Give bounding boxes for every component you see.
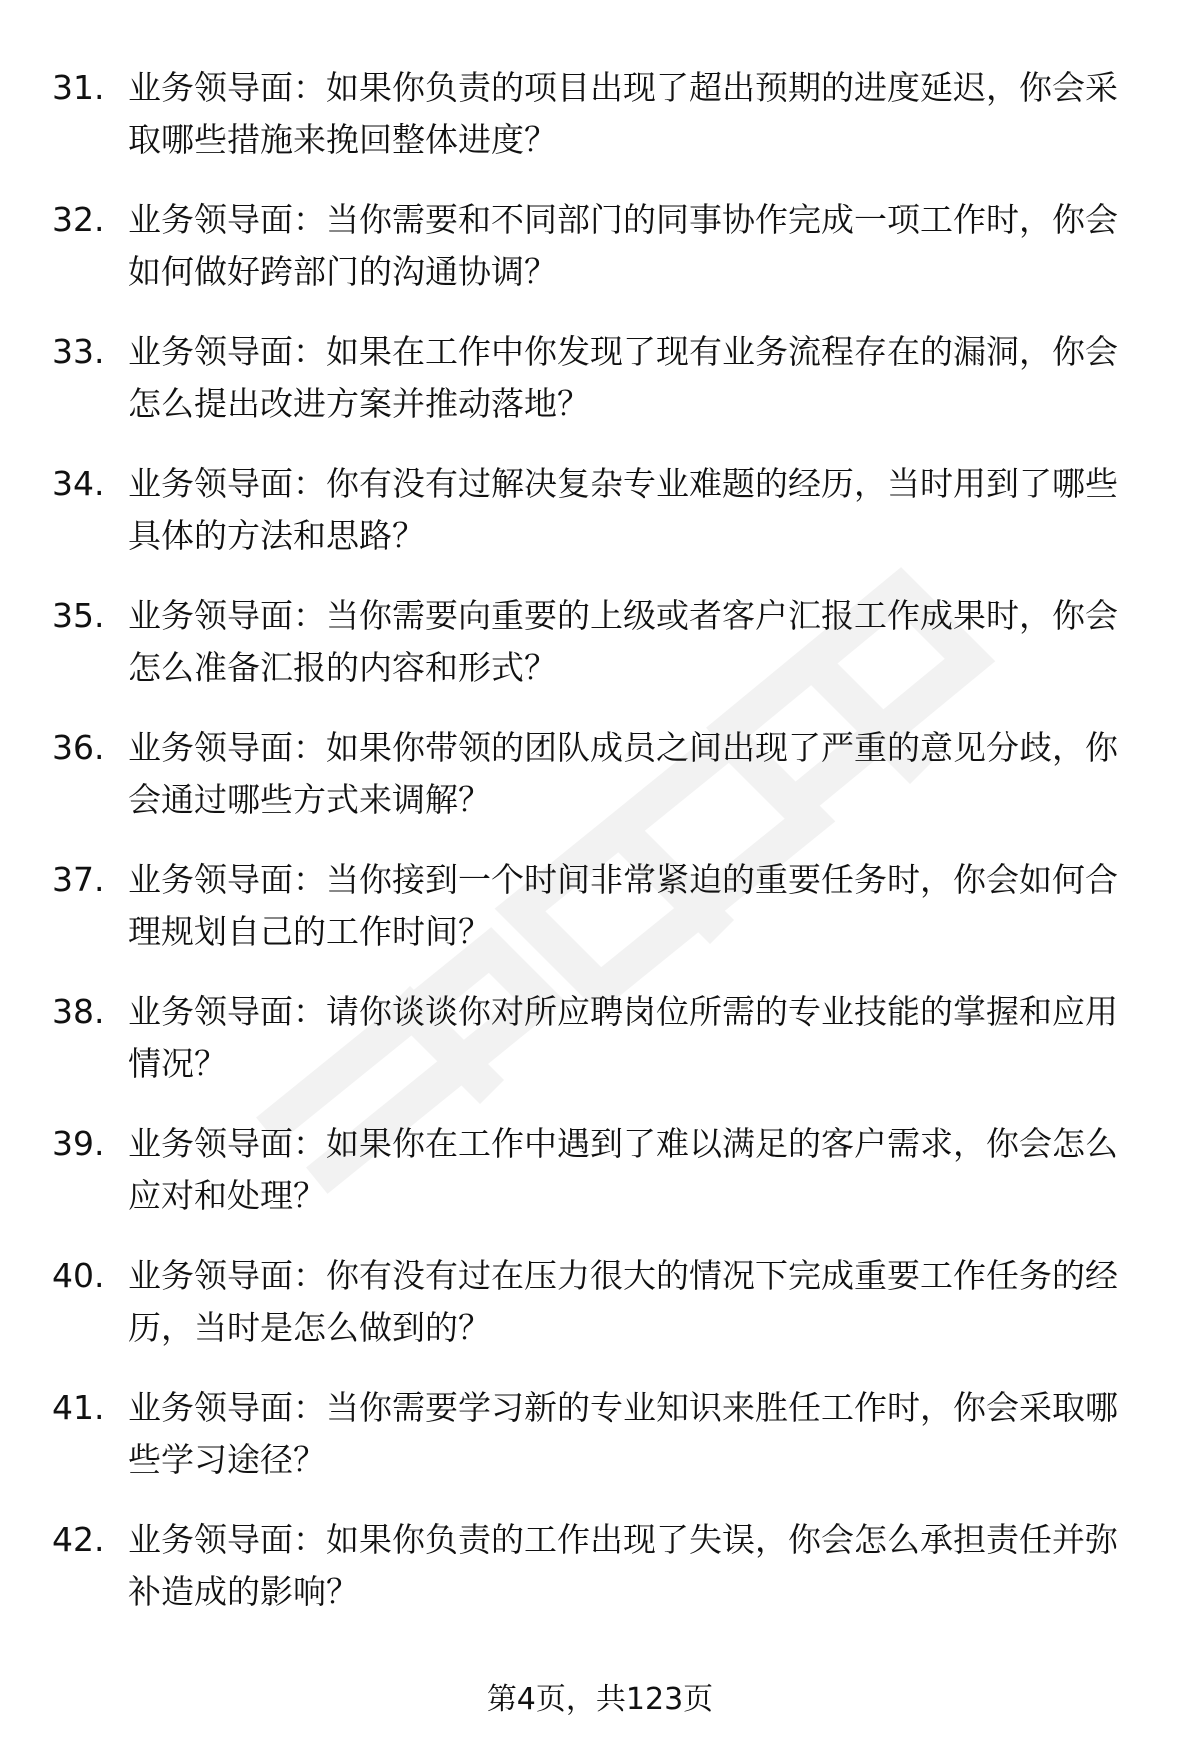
page-footer: 第4页，共123页 xyxy=(486,1682,714,1717)
question-number: 37. xyxy=(52,860,105,899)
question-item xyxy=(0,186,1200,318)
question-number: 36. xyxy=(52,728,105,767)
question-text: 业务领导面：你有没有过在压力很大的情况下完成重要工作任务的经历，当时是怎么做到的？ xyxy=(128,1256,1118,1347)
question-number: 33. xyxy=(52,332,105,371)
question-text: 业务领导面：如果在工作中你发现了现有业务流程存在的漏洞，你会怎么提出改进方案并推动落地？ xyxy=(128,332,1118,423)
question-number: 40. xyxy=(52,1256,105,1295)
question-text: 业务领导面：如果你负责的项目出现了超出预期的进度延迟，你会采取哪些措施来挽回整体进度？ xyxy=(128,68,1118,159)
question-item xyxy=(0,1110,1200,1242)
question-number: 34. xyxy=(52,464,105,503)
question-number: 31. xyxy=(52,68,105,107)
question-text: 业务领导面：如果你带领的团队成员之间出现了严重的意见分歧，你会通过哪些方式来调解？ xyxy=(128,728,1118,819)
question-item xyxy=(0,318,1200,450)
question-number: 39. xyxy=(52,1124,105,1163)
question-item xyxy=(0,1242,1200,1374)
question-number: 38. xyxy=(52,992,105,1031)
question-number: 41. xyxy=(52,1388,105,1427)
question-item xyxy=(0,1374,1200,1506)
question-number: 35. xyxy=(52,596,105,635)
question-text: 业务领导面：当你接到一个时间非常紧迫的重要任务时，你会如何合理规划自己的工作时间？ xyxy=(128,860,1118,951)
question-text: 业务领导面：当你需要学习新的专业知识来胜任工作时，你会采取哪些学习途径？ xyxy=(128,1388,1118,1479)
question-number: 32. xyxy=(52,200,105,239)
question-item xyxy=(0,978,1200,1110)
question-text: 业务领导面：如果你负责的工作出现了失误，你会怎么承担责任并弥补造成的影响？ xyxy=(128,1520,1118,1611)
question-item xyxy=(0,450,1200,582)
question-text: 业务领导面：如果你在工作中遇到了难以满足的客户需求，你会怎么应对和处理？ xyxy=(128,1124,1118,1215)
question-text: 业务领导面：当你需要和不同部门的同事协作完成一项工作时，你会如何做好跨部门的沟通协调？ xyxy=(128,200,1118,291)
question-item xyxy=(0,582,1200,714)
question-text: 业务领导面：你有没有过解决复杂专业难题的经历，当时用到了哪些具体的方法和思路？ xyxy=(128,464,1118,555)
question-list xyxy=(0,54,1200,1638)
question-number: 42. xyxy=(52,1520,105,1559)
question-item xyxy=(0,1506,1200,1638)
question-item xyxy=(0,54,1200,186)
question-item xyxy=(0,846,1200,978)
question-item xyxy=(0,714,1200,846)
question-text: 业务领导面：请你谈谈你对所应聘岗位所需的专业技能的掌握和应用情况？ xyxy=(128,992,1118,1083)
question-text: 业务领导面：当你需要向重要的上级或者客户汇报工作成果时，你会怎么准备汇报的内容和形式？ xyxy=(128,596,1118,687)
